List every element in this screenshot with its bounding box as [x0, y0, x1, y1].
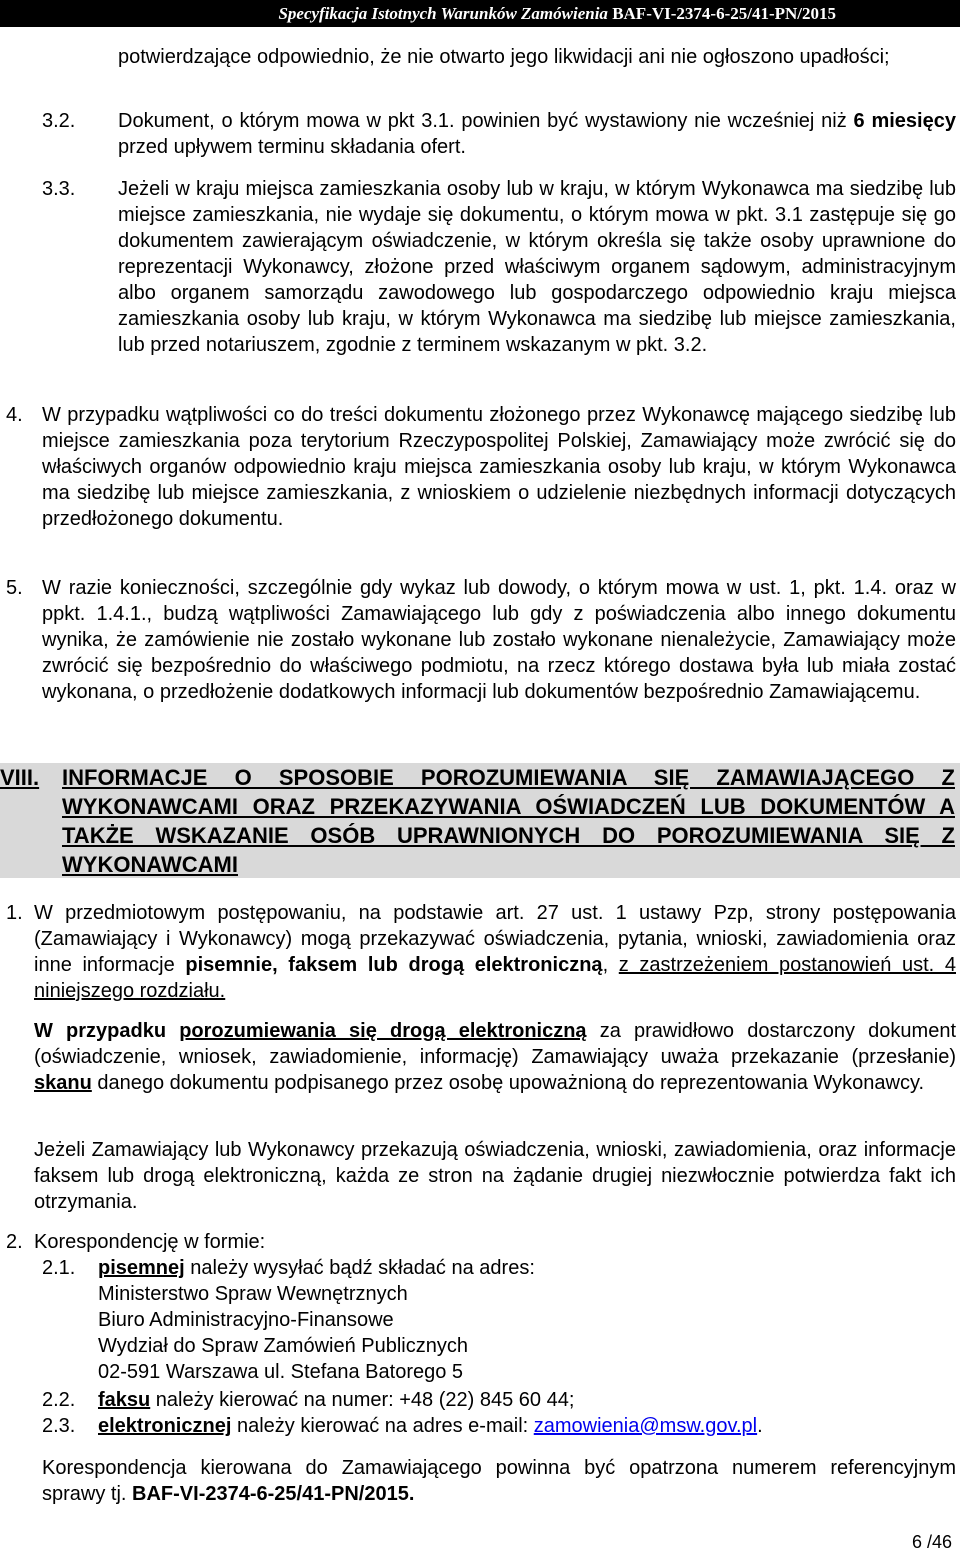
written-correspondence-line: pisemnej należy wysyłać bądź składać na adres: — [98, 1257, 535, 1279]
item-number: 3.3. — [42, 178, 76, 200]
page-header — [0, 0, 960, 27]
email-link[interactable]: zamowienia@msw.gov.pl — [533, 1415, 758, 1437]
paragraph-3-2: Dokument, o którym mowa w pkt 3.1. powinien być wystawiony nie wcześniej niż 6 miesięcy przed upływem terminu składania ofert. — [118, 110, 956, 158]
address-line: 02-591 Warszawa ul. Stefana Batorego 5 — [98, 1361, 464, 1383]
page-number: 6 /46 — [911, 1532, 952, 1552]
item-number: 4. — [6, 404, 23, 426]
item-number: 2.2. — [42, 1389, 76, 1411]
item-number: 2.3. — [42, 1415, 76, 1437]
item-number: 1. — [6, 902, 23, 924]
paragraph-s1-electronic: W przypadku porozumiewania się drogą elektroniczną za prawidłowo dostarczony dokument (oświadczenie, wniosek, zawiadomienie, informację) Zamawiający uważa przekazanie (przesłanie) skanu danego dokumentu podpisanego przez osobę upoważnioną do reprezentowania Wykonawcy. — [34, 1020, 957, 1094]
item-number: 5. — [6, 577, 23, 599]
paragraph-4: W przypadku wątpliwości co do treści dokumentu złożonego przez Wykonawcę mającego siedzibę lub miejsce zamieszkania poza terytorium Rzeczypospolitej Polskiej, Zamawiający może zwrócić się do właściwych organów odpowiednio kraju miejsca zamieszkania osoby lub kraju, w którym Wykonawca ma siedzibę lub miejsce zamieszkania, z wnioskiem o udzielenie niezbędnych informacji dotyczących przedłożonego dokumentu. — [42, 404, 956, 530]
header-reference: BAF-VI-2374-6-25/41-PN/2015 — [612, 4, 836, 23]
item-number: 3.2. — [42, 110, 76, 132]
paragraph-s1-confirm: Jeżeli Zamawiający lub Wykonawcy przekazują oświadczenia, wnioski, zawiadomienia, oraz informacje faksem lub drogą elektroniczną, każda ze stron na żądanie drugiej niezwłocznie potwierdza fakt ich otrzymania. — [34, 1139, 956, 1213]
paragraph-3-3: Jeżeli w kraju miejsca zamieszkania osoby lub w kraju, w którym Wykonawca ma siedzibę lub miejsce zamieszkania, nie wydaje się dokumentu, o którym mowa w pkt. 3.1 zastępuje się go dokumentem zawierającym oświadczenie, w którym określa się także osoby uprawnione do reprezentacji Wykonawcy, złożone przed właściwym organem sądowym, administracyjnym albo organem samorządu zawodowego lub gospodarczego odpowiednio kraju miejsca zamieszkania osoby lub kraju, w którym Wykonawca ma siedzibę lub miejsce zamieszkania, lub przed notariuszem, zgodnie z terminem wskazanym w pkt. 3.2. — [118, 178, 956, 356]
address-line: Biuro Administracyjno-Finansowe — [98, 1309, 394, 1331]
address-line: Wydział do Spraw Zamówień Publicznych — [98, 1335, 468, 1357]
correspondence-heading: Korespondencję w formie: — [34, 1231, 266, 1253]
paragraph-5: W razie konieczności, szczególnie gdy wykaz lub dowody, o którym mowa w ust. 1, pkt. 1.4. oraz w ppkt. 1.4.1., budzą wątpliwości Zamawiającego lub gdy z poświadczenia albo innego dokumentu wynika, że zamówienie nie zostało wykonane lub zostało wykonane nienależycie, Zamawiający może zwrócić się bezpośrednio do właściwego podmiotu, na rzecz którego dostawa była lub miała zostać wykonana, o przedłożenie dodatkowych informacji lub dokumentów bezpośrednio Zamawiającemu. — [42, 577, 956, 703]
item-number: 2.1. — [42, 1257, 76, 1279]
continuation-paragraph: potwierdzające odpowiednio, że nie otwarto jego likwidacji ani nie ogłoszono upadłości; — [118, 46, 890, 68]
item-number: 2. — [6, 1231, 23, 1253]
address-line: Ministerstwo Spraw Wewnętrznych — [98, 1283, 408, 1305]
email-line: elektronicznej należy kierować na adres e-mail: zamowienia@msw.gov.pl. — [98, 1415, 763, 1437]
section-title: INFORMACJE O SPOSOBIE POROZUMIEWANIA SIĘ ZAMAWIAJĄCEGO Z WYKONAWCAMI ORAZ PRZEKAZYWANIA OŚWIADCZEŃ LUB DOKUMENTÓW A TAKŻE WSKAZANIE OSÓB UPRAWNIONYCH DO POROZUMIEWANIA SIĘ Z WYKONAWCAMI — [62, 765, 955, 877]
fax-line: faksu należy kierować na numer: +48 (22) 845 60 44; — [98, 1389, 575, 1411]
closing-paragraph: Korespondencja kierowana do Zamawiającego powinna być opatrzona numerem referencyjnym sprawy tj. BAF-VI-2374-6-25/41-PN/2015. — [42, 1457, 956, 1505]
paragraph-s1: W przedmiotowym postępowaniu, na podstawie art. 27 ust. 1 ustawy Pzp, strony postępowania (Zamawiający i Wykonawcy) mogą przekazywać oświadczenia, pytania, wnioski, zawiadomienia oraz inne informacje pisemnie, faksem lub drogą elektroniczną, z zastrzeżeniem postanowień ust. 4 niniejszego rozdziału. — [34, 902, 956, 1002]
section-number: VIII. — [0, 765, 40, 790]
header-title: Specyfikacja Istotnych Warunków Zamówienia — [278, 4, 608, 23]
